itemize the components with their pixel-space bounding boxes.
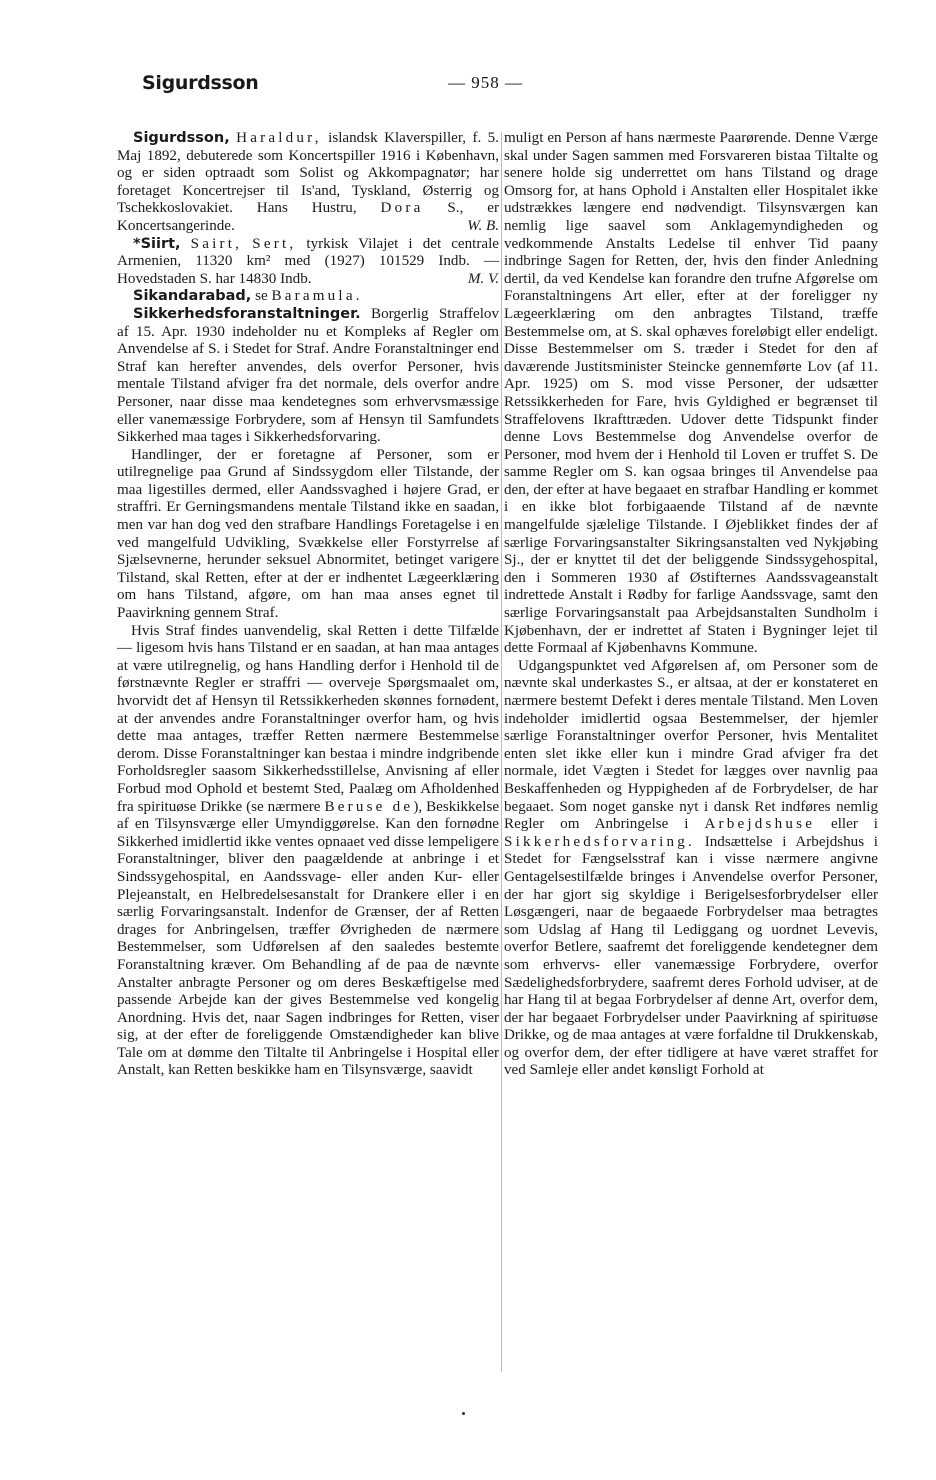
spaced-term: Sikkerhedsforvaring.: [504, 833, 696, 850]
author-signature: W. B.: [467, 217, 499, 234]
column-divider: [501, 132, 502, 1372]
entry-text: Borgerlig Straffelov af 15. Apr. 1930 indeholder nu et Kompleks af Regler om Anvendelse af S. i Stedet for Straf. Andre Foranstaltninger end Straf kan herefter anvendes, dels overfor Personer, hvis mentale Tilstand afviger fra det normale, dels overfor andre Personer, naar disse maa kendetegnes som erhvervsmæssige eller vanemæssige Forbrydere, som af Hensyn til Samfundets Sikkerhed maa tages i Sikkerhedsforvaring.: [117, 305, 499, 446]
paragraph-text: Udgangspunktet ved Afgørelsen af, om Personer som de nævnte skal underkastes S., er altsaa, at der er konstateret en nærmere bestemt Defekt i deres mentale Tilstand. Men Loven indeholder imidlertid ogsaa Bestemmelser, der hjemler særlige Foranstaltninger overfor Personer, hvis Mentalitet enten slet ikke eller kun i mindre Grad afviger fra det normale, idet Vægten i Stedet for lægges over navnlig paa Beskaffenheden og Hyppigheden af de Forbrydelser, de har begaaet. Som noget ganske nyt i dansk Ret indføres nemlig Regler om Anbringelse i: [504, 657, 878, 833]
headword: Sikkerhedsforanstaltninger.: [133, 305, 361, 322]
entry-sigurdsson: [117, 130, 499, 236]
cross-reference: Beruse de: [324, 798, 414, 815]
paragraph-text: ), Beskikkelse af en Tilsynsværge eller Umyndiggørelse. Kan den fornødne Sikkerhed imidlertid ikke ventes opnaaet ved disse lempeligere Foranstaltninger, bliver den paagældende at anbringe i et Sindssygehospital, en Aandssvage- eller anden Kur- eller Plejeanstalt, en Helbredelsesanstalt for Drankere eller i en særlig Forvaringsanstalt. Indenfor de Grænser, der af Retten drages for Anbringelsen, træffer Øvrigheden de nærmere Bestemmelser, som Udførelsen af den saaledes bestemte Foranstaltning kræver. Om Behandling af de paa de nævnte Anstalter anbragte Personer og om deres Beskæftigelse med passende Arbejde kan der gives Bestemmelse ved kongelig Anordning. Hvis det, naar Sagen indbringes for Retten, viser sig, at der efter de foreliggende Omstændigheder kan blive Tale om at dømme den Tiltalte til Anbringelse i Hospital eller Anstalt, kan Retten beskikke ham en Tilsynsværge, saavidt: [117, 798, 500, 1079]
paragraph: [117, 623, 499, 1080]
entry-text: tyrkisk Vilajet i det centrale Armenien, 11320 km² med (1927) 101529 Indb. — Hovedstaden S. har 14830 Indb.: [117, 235, 499, 287]
paragraph-text: Hvis Straf findes uanvendelig, skal Retten i dette Tilfælde — ligesom hvis hans Tilstand er en saadan, at han maa antages at være utilregnelig, og hans Handling derfor i Henhold til de førstnævnte Regler er straffri — overveje Spørgsmaalet om, hvorvidt det af Hensyn til Retssikkerheden skønnes fornødent, at der anvendes andre Foranstaltninger overfor ham, og hvis dette maa antages, træffer Retten nærmere Bestemmelse derom. Disse Foranstaltninger kan bestaa i mindre indgribende Forholdsregler saasom Sikkerhedsstillelse, Anvisning af eller Forbud mod Ophold et bestemt Sted, Paalæg om Afholdenhed fra spirituøse Drikke (se nærmere: [117, 622, 499, 815]
entry-text: [242, 236, 252, 252]
headword: *Siirt,: [133, 235, 181, 252]
page-number: — 958 —: [448, 73, 523, 92]
entry-sikkerhedsforanstaltninger: [117, 306, 499, 447]
spaced-term: Arbejdshuse: [704, 816, 816, 833]
entry-text: se: [251, 288, 272, 305]
printer-mark: [462, 1412, 465, 1415]
paragraph: [504, 658, 878, 1080]
entry-text: islandsk Klaverspiller, f. 5. Maj 1892, debuterede som Koncertspiller 1916 i København, og er siden optraadt som Solist og Akkompagnatør; har foretaget Koncertrejser til Is'and, Tyskland, Østerrig og Tschekkoslovakiet. Hans Hustru,: [117, 130, 500, 217]
paragraph: Handlinger, der er foretagne af Personer, som er utilregnelige paa Grund af Sindssygdom eller Tilstande, der maa ligestilles dermed, eller Aandssvaghed i højere Grad, er straffri. Er Gerningsmandens mentale Tilstand ikke en saadan, men var han dog ved den strafbare Handlings Foretagelse i en ved mangelfuld Udvikling, Svækkelse eller Forstyrrelse af Sjælsevnerne, herunder seksuel Abnormitet, betinget varigere Tilstand, skal Retten, efter at der er indhentet Lægeerklæring om hans Tilstand, afgøre, om han maa anses egnet til Paavirkning gennem Straf.: [117, 446, 499, 622]
spaced-name: Sairt,: [190, 235, 243, 252]
page-header: [138, 72, 878, 102]
entry-sikandarabad: [117, 288, 499, 306]
spaced-name: Dora: [380, 200, 424, 217]
right-column: [504, 130, 878, 1080]
headword: Sigurdsson,: [133, 130, 230, 146]
paragraph-text: Indsættelse i Arbejdshus i Stedet for Fængselsstraf kan i visse nærmere angivne Gentagelsestilfælde bringes i Anvendelse overfor Personer, der har gjort sig skyldige i Berigelsesforbrydelser eller Løsgængeri, naar de begaaede Forbrydelser maa betragtes som Udslag af Hang til Lediggang og uordnet Levevis, overfor Betlere, saafremt det foreliggende kendetegner dem som erhvervs- eller vanemæssige Forbrydere, overfor Sædelighedsforbrydere, saafremt deres Forhold udviser, at de har Hang til at begaa Forbrydelser af denne Art, overfor dem, der har begaaet Forbrydelser under Paavirkning af spirituøse Drikke, og de maa antages at være forfaldne til Drukkenskab, og overfor dem, der efter tidligere at have været straffet for ved Samleje eller andet kønsligt Forhold at: [504, 833, 878, 1079]
paragraph-text: eller i: [815, 816, 878, 833]
entry-text: S., er Koncertsangerinde.: [117, 200, 499, 234]
running-head: Sigurdsson: [142, 72, 259, 94]
author-signature: M. V.: [467, 270, 499, 287]
spaced-name: Haraldur,: [236, 130, 322, 146]
cross-reference: Baramula.: [271, 288, 363, 305]
spaced-name: Sert,: [252, 235, 297, 252]
headword: Sikandarabad,: [133, 288, 252, 305]
entry-siirt: [117, 236, 499, 289]
left-column: [117, 130, 499, 1080]
paragraph: muligt en Person af hans nærmeste Paarørende. Denne Værge skal under Sagen sammen med Forsvareren bistaa Tiltalte og senere holde sig underrettet om hans Tilstand og drage Omsorg for, at hans Ophold i Anstalten eller Hospitalet ikke udstrækkes længere end nødvendigt. Tilsynsværgen kan nemlig lige saavel som Anklagemyndigheden og vedkommende Anstalts Ledelse til enhver Tid paany indbringe Sagen for Retten, der, hvis den finder Anledning dertil, da ved Kendelse kan forandre den trufne Afgørelse om Foranstaltningens Art eller, efter at der foreligger ny Lægeerklæring om den anbragtes Tilstand, træffe Bestemmelse om, at S. skal ophæves foreløbigt eller endeligt. Disse Bestemmelser om S. træder i Stedet for den af daværende Justitsminister Steincke gennemførte Lov (af 11. Apr. 1925) om S. mod visse Personer, der udsætter Retssikkerheden for Fare, hvis Gyldighed er begrænset til Straffelovens Ikrafttræden. Udover dette Tidspunkt finder denne Lovs Bestemmelse dog Anvendelse overfor de Personer, mod hvem der i Henhold til Loven er truffet S. De samme Regler om S. kan ogsaa bringes til Anvendelse paa den, der efter at have begaaet en strafbar Handling er kommet i en ikke blot forbigaaende Tilstand af de nævnte mangelfulde sjælelige Tilstande. I Øjeblikket findes der af særlige Forvaringsanstalter Sikringsanstalten ved Nykjøbing Sj., der er knyttet til det der beliggende Sindssygehospital, den i Sommeren 1930 af Østifternes Aandssvageanstalt indrettede Anstalt i Rødby for farlige Aandssvage, samt den særlige Forvaringsanstalt paa Arbejdsanstalten Sundholm i Kjøbenhavn, der er indrettet af Staten i Bygninger lejet til dette Formaal af Kjøbenhavns Kommune.: [504, 130, 878, 657]
